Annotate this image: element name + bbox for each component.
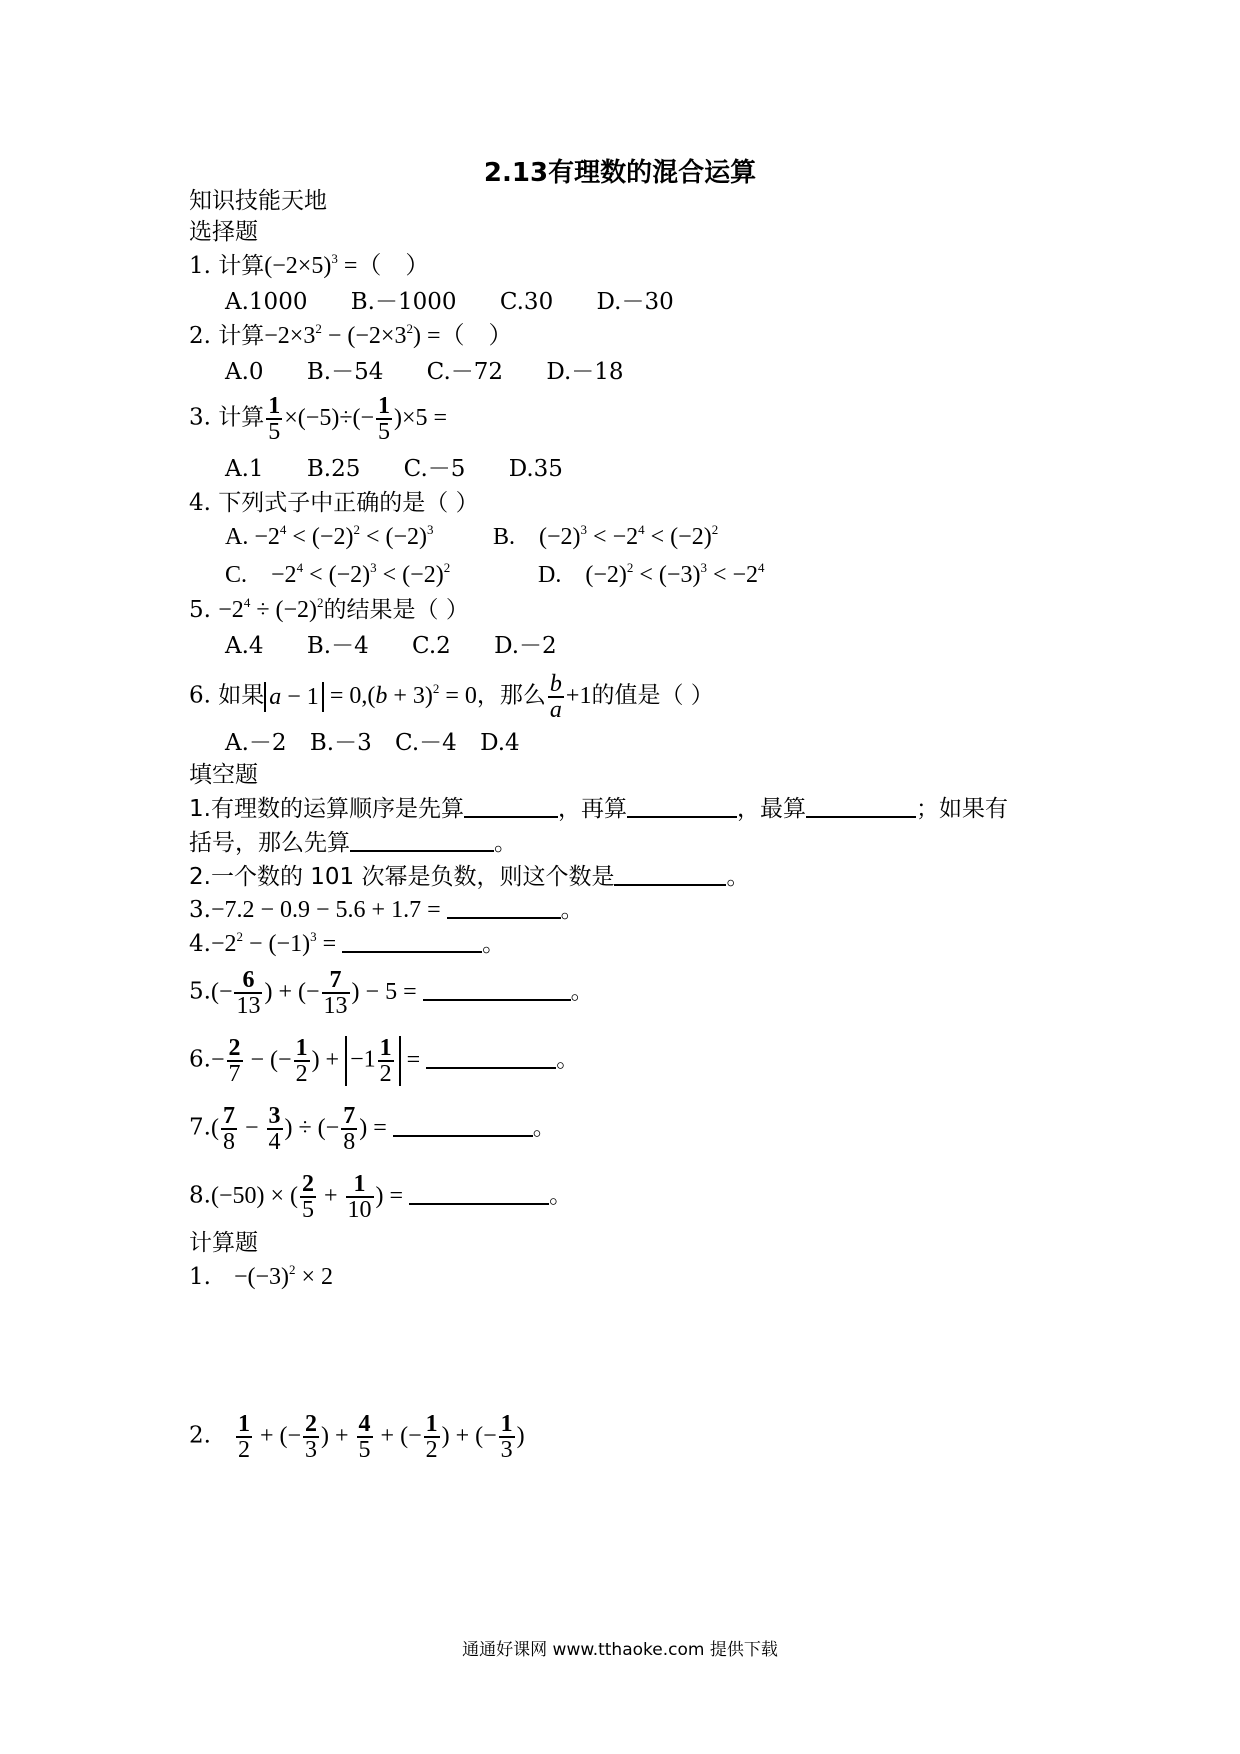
answer-blank[interactable] bbox=[627, 794, 737, 818]
answer-blank[interactable] bbox=[423, 977, 571, 1001]
mc-question-1: 1. 计算$(-2\times 5)^3$ =（ ） bbox=[189, 251, 430, 279]
answer-blank[interactable] bbox=[393, 1113, 533, 1137]
answer-blank[interactable] bbox=[464, 794, 558, 818]
section-heading-fill: 填空题 bbox=[189, 762, 258, 788]
fill-question-6: 6.− $\frac{2}{7}$ − (− $\frac{1}{2}$ ) + −1 $\frac{1}{2}$ = 。 bbox=[189, 1035, 580, 1087]
page-title: 2.13有理数的混合运算 bbox=[483, 158, 757, 188]
fill-question-3: 3.−7.2 − 0.9 − 5.6 + 1.7 = 。 bbox=[189, 897, 584, 923]
mc-options-1: A.1000 B.－1000 C.30 D.－30 bbox=[225, 289, 674, 315]
fill-question-4: $4.-2^2 - (-1)^3$ = 。 bbox=[189, 929, 506, 957]
fill-question-8: 8.(−50) × ( $\frac{2}{5}$ + $\frac{1}{10}$ ) = 。 bbox=[189, 1171, 573, 1223]
section-heading-choice: 选择题 bbox=[189, 219, 258, 245]
page-footer: 通通好课网 www.tthaoke.com 提供下载 bbox=[462, 1640, 778, 1660]
calc-question-1: 1. $-(-3)^2 \times 2$ bbox=[189, 1262, 334, 1290]
mc-question-4: 4. 下列式子中正确的是（ ） bbox=[189, 490, 479, 516]
mc-question-5: 5. $-2^4 \div (-2)^2$的结果是（ ） bbox=[189, 595, 469, 623]
calc-question-2: 2. $\frac{1}{2}$ + (− $\frac{2}{3}$ ) + $\frac{4}{5}$ + (− $\frac{1}{2}$ ) + (− $\frac{1}{3}$ ) bbox=[189, 1411, 525, 1463]
answer-blank[interactable] bbox=[426, 1045, 556, 1069]
mc-option-4a: A. $-2^4 < (-2)^2 < (-2)^3$ bbox=[225, 522, 434, 550]
answer-blank[interactable] bbox=[447, 895, 561, 919]
mc-option-4c: C. $-2^4 < (-2)^3 < (-2)^2$ bbox=[225, 560, 451, 588]
mc-options-5: A.4 B.－4 C.2 D.－2 bbox=[225, 633, 557, 659]
answer-blank[interactable] bbox=[409, 1181, 549, 1205]
mc-question-6: 6. 如果 $a - 1 = 0,(b + 3)^2 = 0$，那么 $\frac{b}{a}$ +1的值是（ ） bbox=[189, 671, 714, 723]
mc-question-2: 2. 计算$-2\times 3^2 - (-2\times 3^2)$ =（ ） bbox=[189, 321, 513, 349]
mc-options-6: A.－2 B.－3 C.－4 D.4 bbox=[225, 730, 520, 756]
mc-question-3: 3. 计算 $\frac{1}{5}$ ×(−5)÷(− $\frac{1}{5}$ )×5 = bbox=[189, 393, 448, 445]
mc-options-2: A.0 B.－54 C.－72 D.－18 bbox=[225, 359, 624, 385]
mc-options-3: A.1 B.25 C.－5 D.35 bbox=[225, 456, 563, 482]
mc-option-4d: D. $(-2)^2 < (-3)^3 < -2^4$ bbox=[538, 560, 765, 588]
mc-option-4b: B. $(-2)^3 < -2^4 < (-2)^2$ bbox=[493, 522, 719, 550]
answer-blank[interactable] bbox=[806, 794, 916, 818]
answer-blank[interactable] bbox=[614, 862, 726, 886]
fill-question-1: 1.有理数的运算顺序是先算 ，再算 ，最算 ；如果有 bbox=[189, 796, 1008, 822]
section-heading-main: 知识技能天地 bbox=[189, 188, 327, 214]
answer-blank[interactable] bbox=[342, 929, 482, 953]
fill-question-2: 2.一个数的 101 次幂是负数，则这个数是 。 bbox=[189, 864, 750, 890]
answer-blank[interactable] bbox=[350, 828, 494, 852]
fill-question-5: 5.(− $\frac{6}{13}$ ) + (− $\frac{7}{13}$ ) − 5 = 。 bbox=[189, 967, 594, 1019]
section-heading-calc: 计算题 bbox=[189, 1230, 258, 1256]
fill-question-1-cont: 括号，那么先算 。 bbox=[189, 830, 517, 856]
fill-question-7: 7.( $\frac{7}{8}$ − $\frac{3}{4}$ ) ÷ (− $\frac{7}{8}$ ) = 。 bbox=[189, 1103, 556, 1155]
